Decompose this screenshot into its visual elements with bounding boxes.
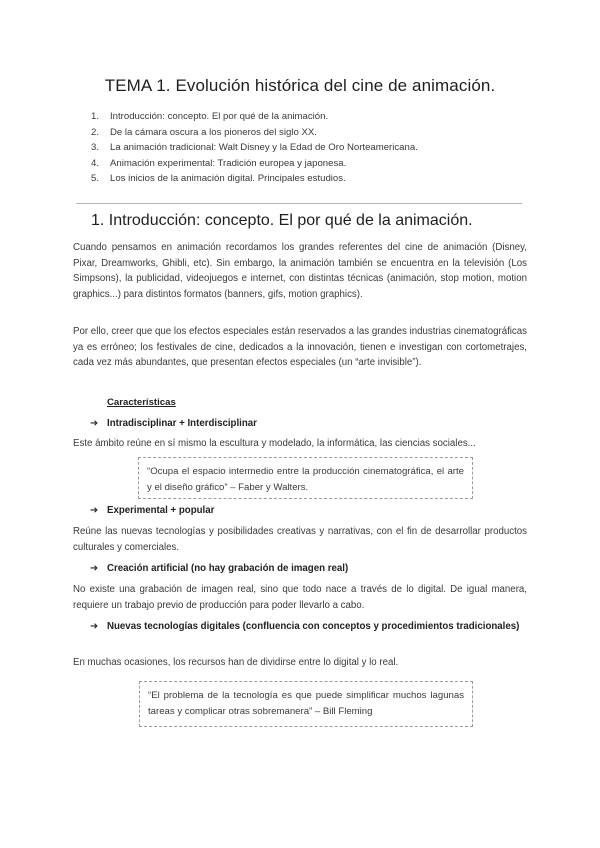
- arrow-icon: ➔: [90, 418, 99, 429]
- paragraph-interdisciplinar: Este ámbito reúne en sí mismo la escultura y modelado, la informática, las ciencias sociales...: [73, 438, 476, 449]
- quote-box-faber-walters: [138, 457, 473, 499]
- bullet-label: Experimental + popular: [107, 505, 215, 516]
- toc-text: Animación experimental: Tradición europea y japonesa.: [110, 157, 347, 169]
- bullet-interdisciplinar: [90, 416, 544, 431]
- document-title: TEMA 1. Evolución histórica del cine de animación.: [104, 76, 496, 95]
- quote-box-bill-fleming: [139, 681, 473, 727]
- toc-item: [91, 171, 418, 187]
- toc-text: Introducción: concepto. El por qué de la animación.: [110, 111, 329, 122]
- paragraph-creacion-artificial: No existe una grabación de imagen real, sino que todo nace a través de lo digital. De igual manera, requiere un trabajo previo de producción para poder llevarlo a cabo.: [73, 584, 527, 611]
- quote-text: “Ocupa el espacio intermedio entre la producción cinematográfica, el arte y el diseño gráfico” – Faber y Walters.: [147, 466, 464, 493]
- toc-number: 5.: [91, 173, 100, 184]
- horizontal-divider: [76, 203, 522, 204]
- bullet-nuevas-tecnologias: [90, 619, 544, 634]
- bullet-label: Nuevas tecnologías digitales (confluencia con conceptos y procedimientos tradicionales): [107, 621, 520, 632]
- bullet-creacion-artificial: [90, 561, 544, 576]
- bullet-label: Creación artificial (no hay grabación de imagen real): [107, 563, 349, 574]
- bullet-experimental: [90, 503, 544, 518]
- toc-number: 4.: [91, 157, 100, 169]
- paragraph-experimental: Reúne las nuevas tecnologías y posibilidades creativas y narrativas, con el fin de desarrollar productos culturales y comerciales.: [73, 526, 527, 553]
- table-of-contents: [91, 109, 418, 187]
- toc-number: 3.: [91, 142, 100, 153]
- toc-item: [91, 125, 418, 141]
- section-heading: 1. Introducción: concepto. El por qué de la animación.: [91, 212, 473, 229]
- quote-text: “El problema de la tecnología es que puede simplificar muchos lagunas tareas y complicar otras sobremanera” – Bill Fleming: [148, 690, 464, 717]
- intro-paragraph-2: Por ello, creer que que los efectos especiales están reservados a las grandes industrias cinematográficas ya es erróneo; los festivales de cine, dedicados a la innovación, tienen e investigan con cortometrajes, cada vez más abundantes, que presentan efectos especiales (un “arte invisible”).: [73, 326, 527, 369]
- paragraph-nuevas-tecnologias: En muchas ocasiones, los recursos han de dividirse entre lo digital y lo real.: [73, 657, 399, 668]
- toc-number: 1.: [91, 111, 100, 122]
- toc-text: De la cámara oscura a los pioneros del siglo XX.: [110, 126, 317, 138]
- toc-item: [91, 140, 418, 156]
- toc-item: [91, 109, 418, 125]
- bullet-label: Intradisciplinar + Interdisciplinar: [107, 418, 257, 429]
- toc-text: La animación tradicional: Walt Disney y la Edad de Oro Norteamericana.: [110, 142, 418, 153]
- arrow-icon: ➔: [90, 505, 99, 516]
- arrow-icon: ➔: [90, 621, 99, 632]
- toc-item: [91, 156, 418, 172]
- toc-text: Los inicios de la animación digital. Principales estudios.: [110, 173, 346, 184]
- arrow-icon: ➔: [90, 563, 99, 574]
- intro-paragraph-1: Cuando pensamos en animación recordamos los grandes referentes del cine de animación (Disney, Pixar, Dreamworks, Ghibli, etc). Sin embargo, la animación también se encuentra en la televisión (Los Simpsons), la publicidad, videojuegos e internet, con distintas técnicas (animación, stop motion, motion graphics...) para distintos formatos (banners, gifs, motion graphics).: [73, 242, 527, 300]
- characteristics-heading: Características: [107, 397, 176, 408]
- toc-number: 2.: [91, 126, 100, 138]
